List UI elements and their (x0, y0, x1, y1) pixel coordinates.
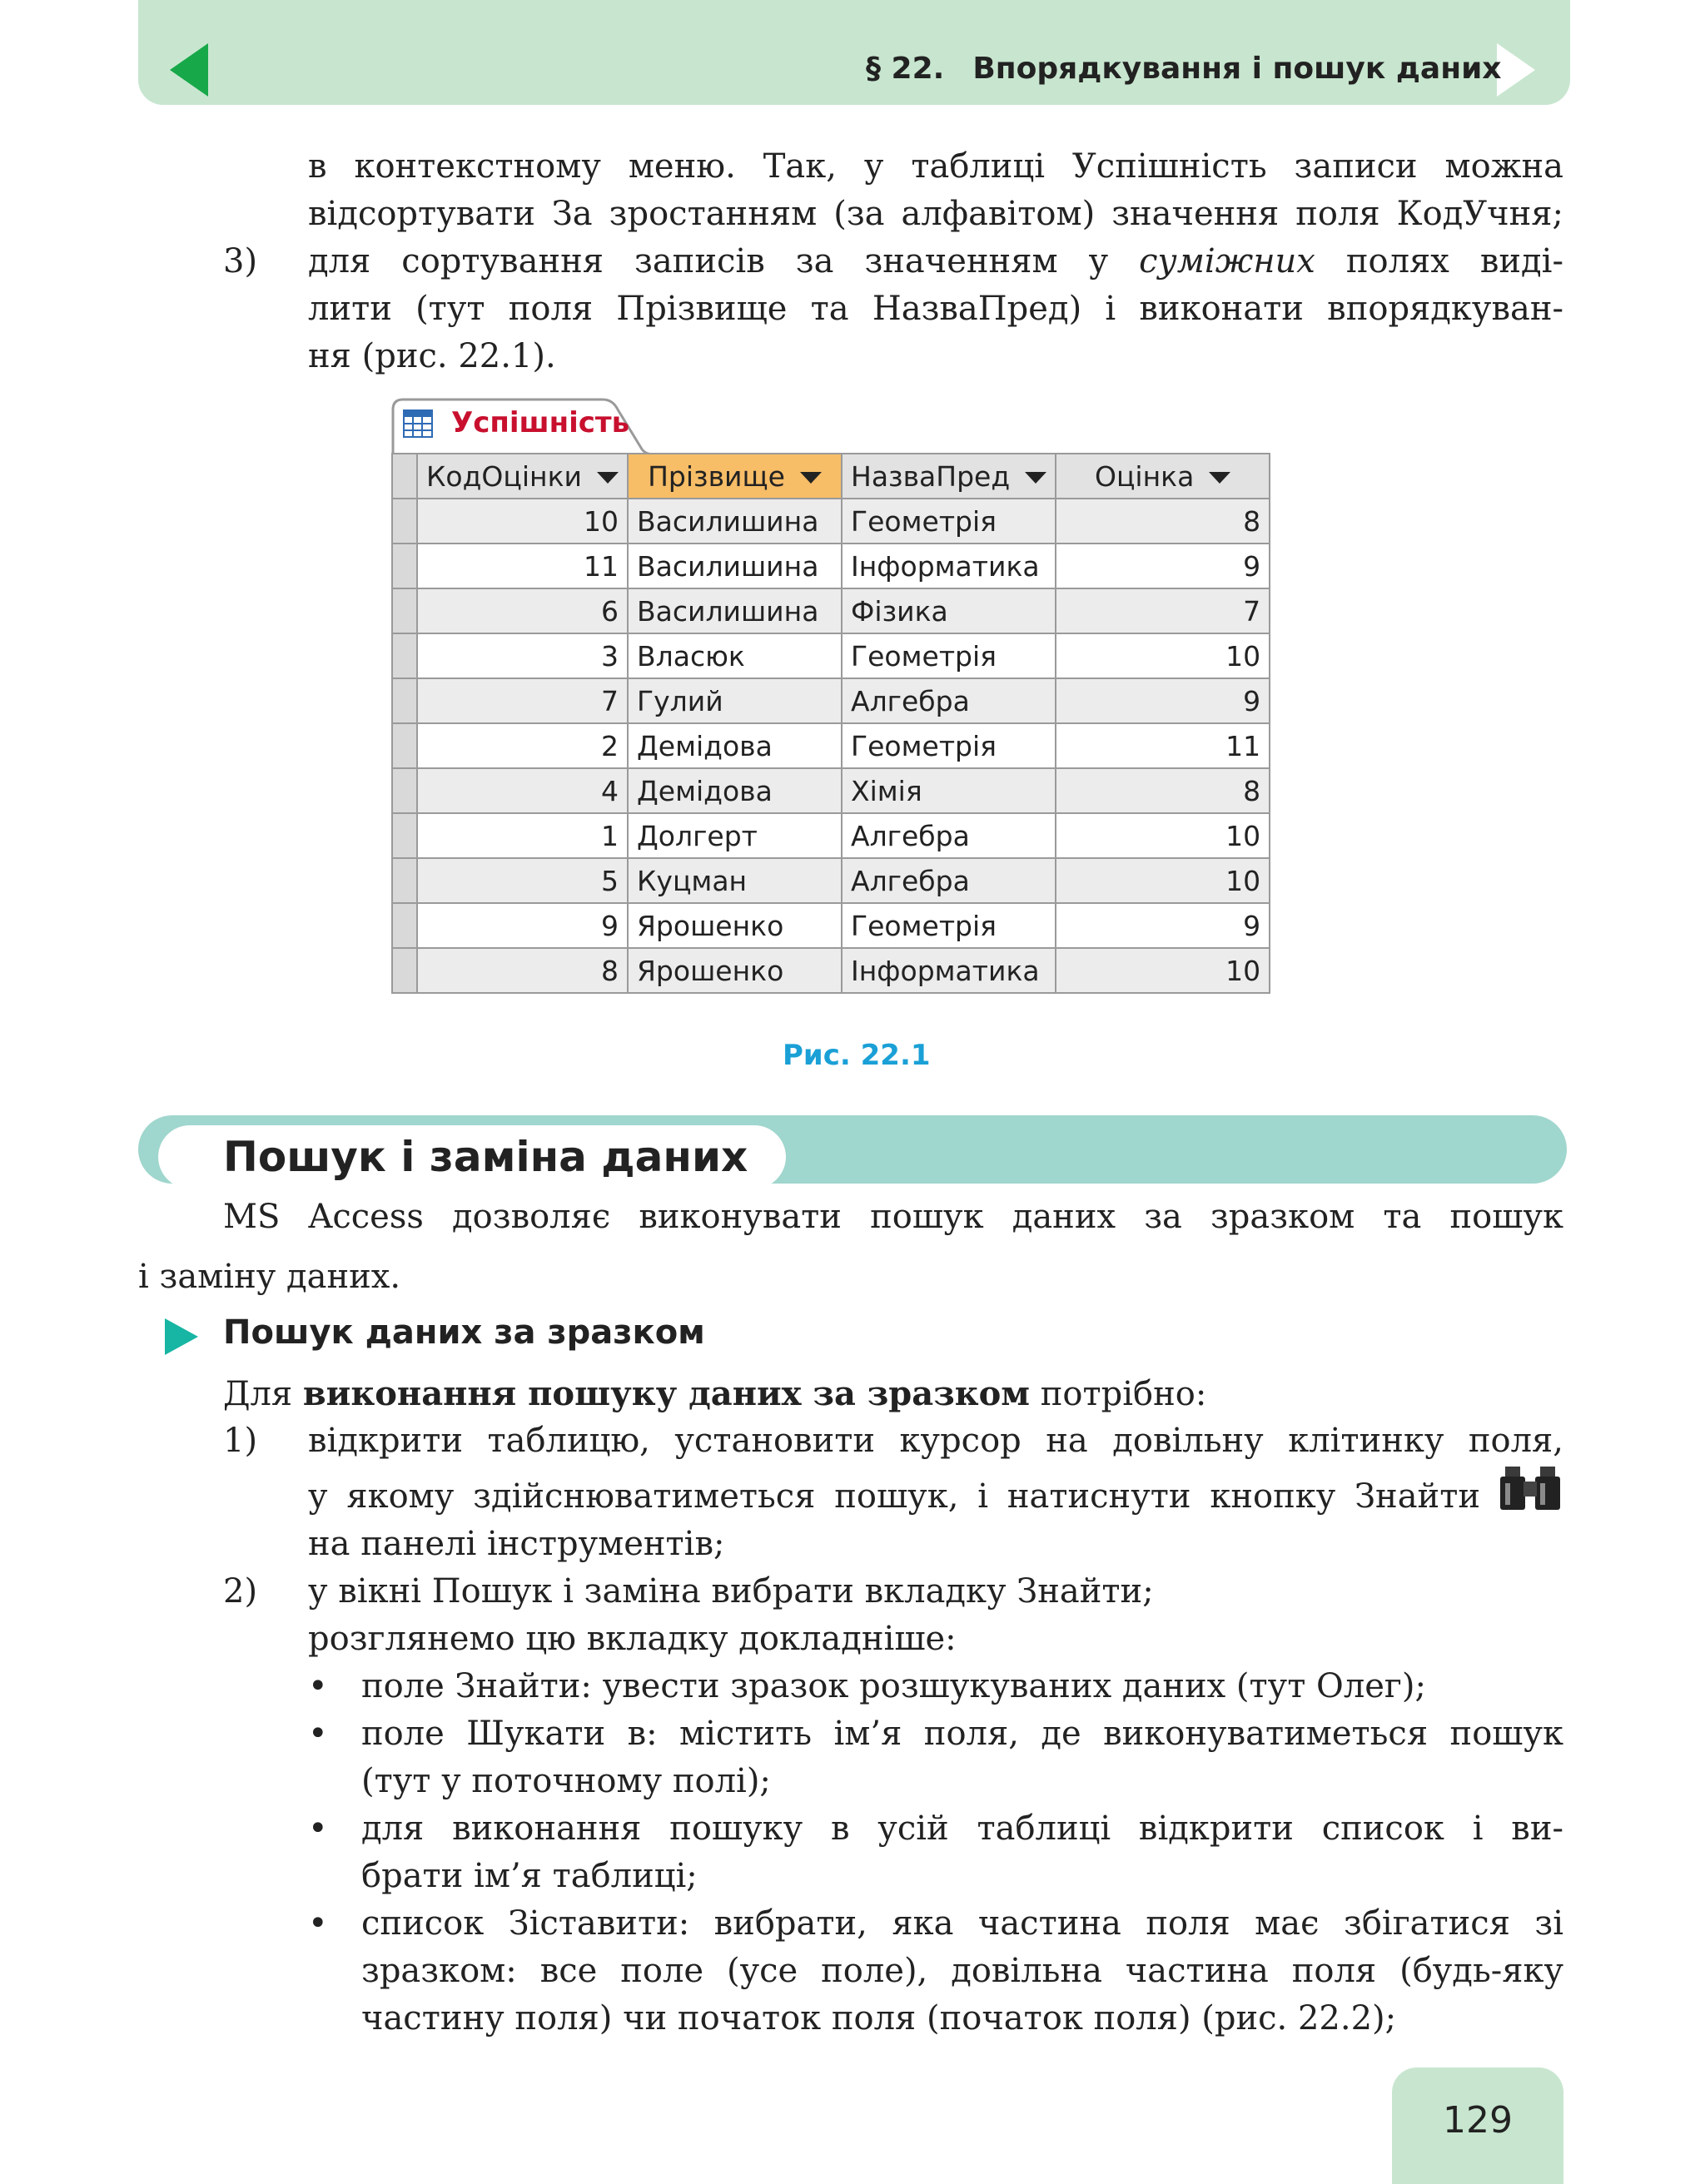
row-selector[interactable] (392, 723, 417, 768)
cell-kod[interactable]: 2 (417, 723, 628, 768)
bullet-text: поле Знайти: увести зразок розшукуваних даних (тут Олег); (361, 1667, 1426, 1705)
dropdown-arrow-icon[interactable] (1025, 472, 1046, 484)
step-2-label: 2) (223, 1572, 258, 1611)
cell-otsinka[interactable]: 10 (1056, 813, 1270, 858)
row-selector-header[interactable] (392, 454, 417, 499)
cell-otsinka[interactable]: 11 (1056, 723, 1270, 768)
bullet-dot-icon: • (308, 1904, 328, 1943)
bullet-item-line (308, 1995, 1563, 2043)
row-selector[interactable] (392, 499, 417, 544)
cell-nazvapred[interactable]: Геометрія (842, 903, 1056, 948)
cell-prizvyshche[interactable]: Василишина (628, 588, 842, 633)
bullet-item-line (308, 1948, 1563, 1995)
binoculars-icon[interactable] (1499, 1465, 1562, 1511)
table-tab-title: Успішність (451, 406, 630, 439)
item-3-line-2: лити (тут поля Прізвище та НазваПред) і виконати впорядкуван- (308, 290, 1563, 328)
bullet-text: поле Шукати в: містить ім’я поля, де виконуватиметься пошук (361, 1715, 1563, 1753)
cell-otsinka[interactable]: 8 (1056, 499, 1270, 544)
step-1-line-2: у якому здійснюватиметься пошук, і натиснути кнопку Знайти (308, 1477, 1480, 1516)
dropdown-arrow-icon[interactable] (597, 472, 619, 484)
cell-prizvyshche[interactable]: Василишина (628, 499, 842, 544)
figure-caption: Рис. 22.1 (783, 1039, 931, 1072)
cell-otsinka[interactable]: 7 (1056, 588, 1270, 633)
cell-kod[interactable]: 8 (417, 948, 628, 993)
bullet-text: (тут у поточному полі); (361, 1762, 771, 1800)
table-row[interactable] (392, 723, 1270, 768)
row-selector[interactable] (392, 633, 417, 678)
play-triangle-icon (165, 1318, 198, 1355)
table-row[interactable] (392, 544, 1270, 588)
step-2-line-2: розглянемо цю вкладку докладніше: (308, 1620, 957, 1658)
intro-line-1: в контекстному меню. Так, у таблиці Успішність записи можна (308, 147, 1563, 186)
bullet-item-line (308, 1805, 1563, 1853)
cell-prizvyshche[interactable]: Демідова (628, 723, 842, 768)
bullet-text: зразком: все поле (усе поле), довільна частина поля (будь-яку (361, 1952, 1563, 1990)
back-arrow-icon[interactable] (170, 43, 208, 97)
cell-otsinka[interactable]: 10 (1056, 858, 1270, 903)
bullet-item-line (308, 1710, 1563, 1758)
row-selector[interactable] (392, 903, 417, 948)
cell-prizvyshche[interactable]: Гулий (628, 678, 842, 723)
step-1-line-3: на панелі інструментів; (308, 1525, 725, 1563)
table-row[interactable] (392, 588, 1270, 633)
bullet-item-line (308, 1900, 1563, 1948)
cell-nazvapred[interactable]: Алгебра (842, 678, 1056, 723)
row-selector[interactable] (392, 588, 417, 633)
cell-prizvyshche[interactable]: Долгерт (628, 813, 842, 858)
table-header-row (392, 454, 1270, 499)
cell-prizvyshche[interactable]: Ярошенко (628, 903, 842, 948)
cell-nazvapred[interactable]: Фізика (842, 588, 1056, 633)
cell-kod[interactable]: 3 (417, 633, 628, 678)
data-table (391, 453, 1270, 994)
step-2-line-1: у вікні Пошук і заміна вибрати вкладку Знайти; (308, 1572, 1154, 1611)
cell-prizvyshche[interactable]: Василишина (628, 544, 842, 588)
cell-nazvapred[interactable]: Геометрія (842, 633, 1056, 678)
lead-sentence: Для виконання пошуку даних за зразком потрібно: (223, 1374, 1207, 1413)
bullet-list (308, 1663, 1563, 2043)
item-3-line-1: для сортування записів за значенням у суміжних полях виді- (308, 242, 1563, 280)
table-row[interactable] (392, 858, 1270, 903)
table-row[interactable] (392, 633, 1270, 678)
table-row[interactable] (392, 948, 1270, 993)
bullet-text: частину поля) чи початок поля (початок поля) (рис. 22.2); (361, 1999, 1397, 2038)
cell-prizvyshche[interactable]: Ярошенко (628, 948, 842, 993)
row-selector[interactable] (392, 678, 417, 723)
cell-otsinka[interactable]: 10 (1056, 948, 1270, 993)
bullet-item-line (308, 1663, 1563, 1710)
bullet-dot-icon: • (308, 1667, 328, 1705)
cell-prizvyshche[interactable]: Куцман (628, 858, 842, 903)
cell-nazvapred[interactable]: Алгебра (842, 813, 1056, 858)
section-heading: Пошук і заміна даних (223, 1133, 748, 1181)
column-header-prizvyshche[interactable]: Прізвище (628, 454, 842, 499)
bullet-dot-icon: • (308, 1809, 328, 1848)
forward-arrow-icon[interactable] (1497, 43, 1535, 97)
cell-kod[interactable]: 10 (417, 499, 628, 544)
cell-nazvapred[interactable]: Інформатика (842, 948, 1056, 993)
cell-otsinka[interactable]: 8 (1056, 768, 1270, 813)
item-3-line-3: ня (рис. 22.1). (308, 337, 556, 375)
intro-line-2: відсортувати За зростанням (за алфавітом) значення поля КодУчня; (308, 195, 1563, 233)
cell-otsinka[interactable]: 9 (1056, 678, 1270, 723)
cell-prizvyshche[interactable]: Власюк (628, 633, 842, 678)
bullet-text: брати ім’я таблиці; (361, 1857, 698, 1895)
step-1-label: 1) (223, 1422, 258, 1460)
cell-otsinka[interactable]: 10 (1056, 633, 1270, 678)
row-selector[interactable] (392, 544, 417, 588)
bullet-item-line (308, 1853, 1563, 1900)
column-header-otsinka[interactable]: Оцінка (1056, 454, 1270, 499)
step-1-line-1: відкрити таблицю, установити курсор на довільну клітинку поля, (308, 1422, 1563, 1460)
table-row[interactable] (392, 813, 1270, 858)
cell-nazvapred[interactable]: Хімія (842, 768, 1056, 813)
table-row[interactable] (392, 903, 1270, 948)
cell-kod[interactable]: 5 (417, 858, 628, 903)
section-number: § 22. (866, 52, 945, 86)
cell-nazvapred[interactable]: Геометрія (842, 499, 1056, 544)
cell-otsinka[interactable]: 9 (1056, 544, 1270, 588)
table-icon (403, 410, 433, 438)
table-row[interactable] (392, 768, 1270, 813)
column-header-nazvapred[interactable]: НазваПред (842, 454, 1056, 499)
cell-nazvapred[interactable]: Геометрія (842, 723, 1056, 768)
cell-otsinka[interactable]: 9 (1056, 903, 1270, 948)
cell-kod[interactable]: 11 (417, 544, 628, 588)
dropdown-arrow-icon[interactable] (1209, 472, 1230, 484)
bullet-item-line (308, 1758, 1563, 1805)
cell-kod[interactable]: 1 (417, 813, 628, 858)
cell-kod[interactable]: 9 (417, 903, 628, 948)
cell-nazvapred[interactable]: Алгебра (842, 858, 1056, 903)
bullet-text: список Зіставити: вибрати, яка частина поля має збігатися зі (361, 1904, 1563, 1943)
section-intro-line-2: і заміну даних. (138, 1258, 401, 1296)
bullet-text: для виконання пошуку в усій таблиці відкрити список і ви- (361, 1809, 1563, 1848)
cell-kod[interactable]: 6 (417, 588, 628, 633)
table-row[interactable] (392, 499, 1270, 544)
dropdown-arrow-icon[interactable] (800, 472, 822, 484)
section-title: Впорядкування і пошук даних (972, 52, 1502, 86)
cell-nazvapred[interactable]: Інформатика (842, 544, 1056, 588)
row-selector[interactable] (392, 858, 417, 903)
table-row[interactable] (392, 678, 1270, 723)
bullet-dot-icon: • (308, 1715, 328, 1753)
section-intro-line-1: MS Access дозволяє виконувати пошук даних за зразком та пошук (223, 1198, 1563, 1236)
cell-kod[interactable]: 7 (417, 678, 628, 723)
cell-prizvyshche[interactable]: Демідова (628, 768, 842, 813)
chapter-title (866, 52, 1502, 86)
row-selector[interactable] (392, 813, 417, 858)
row-selector[interactable] (392, 768, 417, 813)
cell-kod[interactable]: 4 (417, 768, 628, 813)
item-3-label: 3) (223, 242, 258, 280)
column-header-kod[interactable]: КодОцінки (417, 454, 628, 499)
row-selector[interactable] (392, 948, 417, 993)
page-number: 129 (1443, 2099, 1513, 2142)
subsection-heading: Пошук даних за зразком (223, 1313, 705, 1352)
